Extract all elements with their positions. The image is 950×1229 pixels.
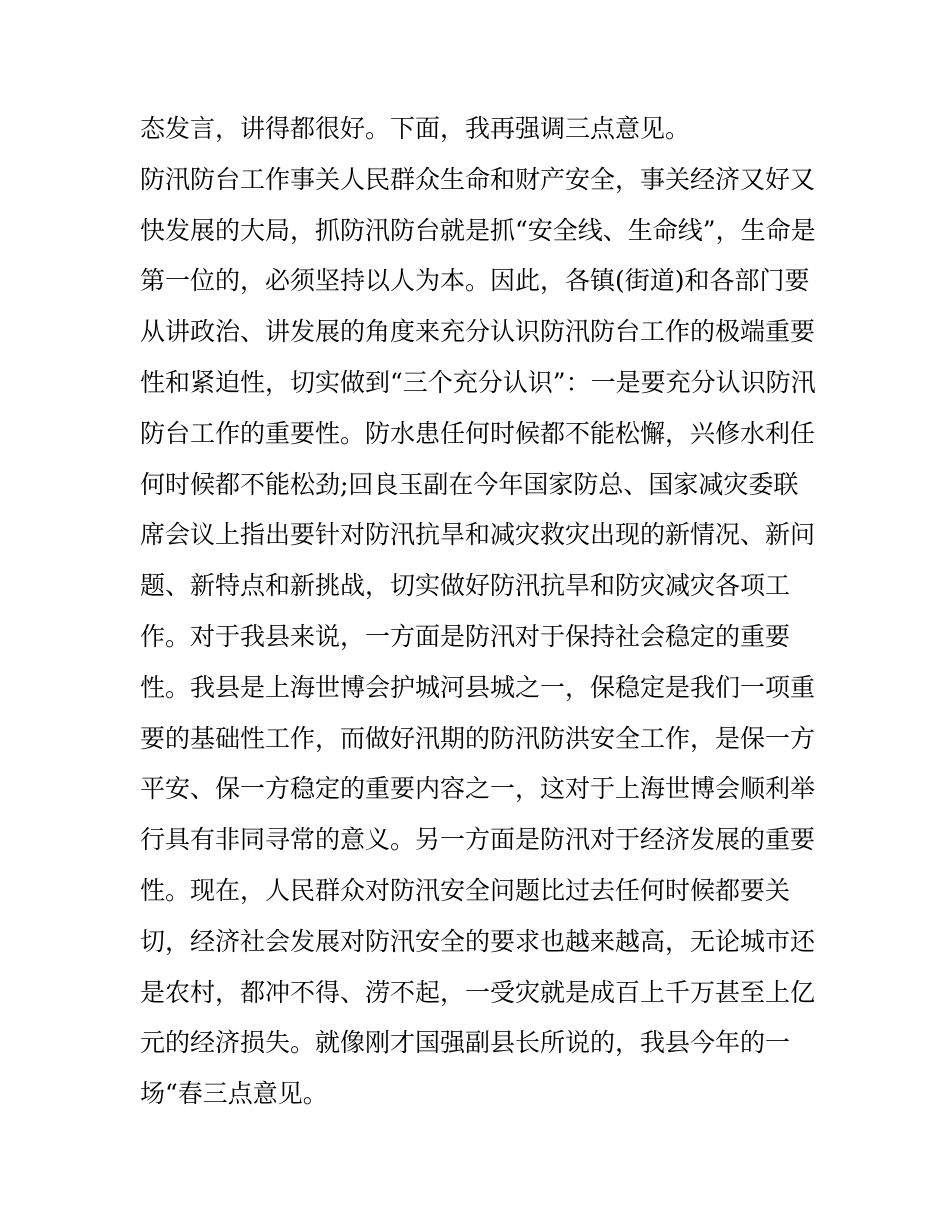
text-line: 快发展的大局，抓防汛防台就是抓“安全线、生命线”，生命是 <box>140 215 816 245</box>
text-line: 切，经济社会发展对防汛安全的要求也越来越高，无论城市还 <box>140 926 816 956</box>
text-line: 是农村，都冲不得、涝不起，一受灾就是成百上千万甚至上亿 <box>140 977 816 1007</box>
text-line: 行具有非同寻常的意义。另一方面是防汛对于经济发展的重要 <box>140 825 816 855</box>
text-line: 防台工作的重要性。防水患任何时候都不能松懈，兴修水利任 <box>140 418 816 448</box>
text-line: 要的基础性工作，而做好汛期的防汛防洪安全工作，是保一方 <box>140 723 816 753</box>
text-line: 作。对于我县来说，一方面是防汛对于保持社会稳定的重要 <box>140 621 791 651</box>
text-line: 性和紧迫性，切实做到“三个充分认识”：一是要充分认识防汛 <box>140 367 816 397</box>
text-line: 席会议上指出要针对防汛抗旱和减灾救灾出现的新情况、新问 <box>140 520 816 550</box>
text-line: 题、新特点和新挑战，切实做好防汛抗旱和防灾减灾各项工 <box>140 571 791 601</box>
text-line: 防汛防台工作事关人民群众生命和财产安全，事关经济又好又 <box>140 164 816 194</box>
text-line: 态发言，讲得都很好。下面，我再强调三点意见。 <box>140 114 691 143</box>
text-line: 性。我县是上海世博会护城河县城之一，保稳定是我们一项重 <box>140 672 816 702</box>
text-line: 第一位的，必须坚持以人为本。因此，各镇(街道)和各部门要 <box>140 266 810 296</box>
document-body <box>140 104 830 1120</box>
text-line: 何时候都不能松劲;回良玉副在今年国家防总、国家减灾委联 <box>140 469 799 499</box>
text-line: 元的经济损失。就像刚才国强副县长所说的，我县今年的一 <box>140 1028 791 1058</box>
text-line: 从讲政治、讲发展的角度来充分认识防汛防台工作的极端重要 <box>140 317 816 347</box>
text-line: 性。现在，人民群众对防汛安全问题比过去任何时候都要关 <box>140 875 791 905</box>
text-line: 场“春三点意见。 <box>140 1079 328 1109</box>
text-line: 平安、保一方稳定的重要内容之一，这对于上海世博会顺利举 <box>140 774 816 804</box>
